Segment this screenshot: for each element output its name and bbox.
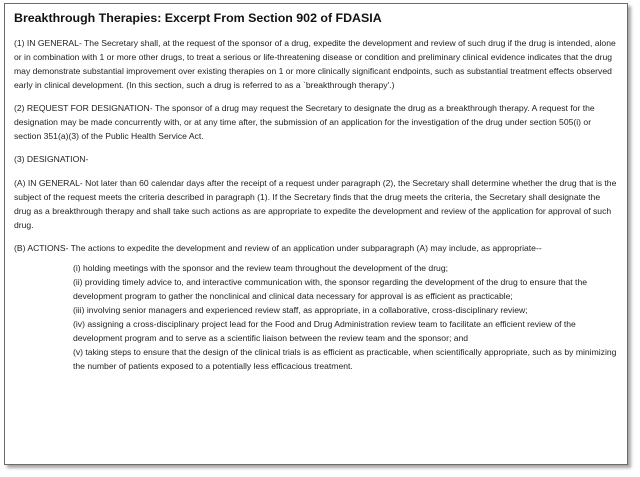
paragraph-request-for-designation: (2) REQUEST FOR DESIGNATION- The sponsor of a drug may request the Secretary to designate the drug as a breakthrough therapy. A request for the designation may be made concurrently with, or at any time after, the submission of an application for the investigation of the drug under section 505(i) or section 351(a)(3) of the Public Health Service Act. — [14, 103, 595, 141]
designation-heading: (3) DESIGNATION- — [14, 154, 89, 164]
designation-b-actions: (B) ACTIONS- The actions to expedite the development and review of an application under subparagraph (A) may include, as appropriate-- — [14, 243, 542, 253]
document-frame — [4, 3, 628, 465]
list-item: (ii) providing timely advice to, and interactive communication with, the sponsor regarding the development of the drug to ensure that the development program to gather the nonclinical and clinical data necessary for approval is as efficient as practicable; — [73, 277, 587, 301]
actions-list — [14, 261, 618, 373]
paragraph-in-general: (1) IN GENERAL- The Secretary shall, at the request of the sponsor of a drug, expedite the development and review of such drug if the drug is intended, alone or in combination with 1 or more other drugs, to treat a serious or life-threatening disease or condition and preliminary clinical evidence indicates that the drug may demonstrate substantial improvement over existing therapies on 1 or more clinically significant endpoints, such as substantial treatment effects observed early in clinical development. (In this section, such a drug is referred to as a `breakthrough therapy'.) — [14, 38, 616, 90]
document-title: Breakthrough Therapies: Excerpt From Section 902 of FDASIA — [14, 11, 382, 25]
list-item: (iv) assigning a cross-disciplinary project lead for the Food and Drug Administration review team to facilitate an efficient review of the development program and to serve as a scientific liaison between the review team and the sponsor; and — [73, 319, 576, 343]
designation-a-in-general: (A) IN GENERAL- Not later than 60 calendar days after the receipt of a request under paragraph (2), the Secretary shall determine whether the drug that is the subject of the request meets the criteria described in paragraph (1). If the Secretary finds that the drug meets the criteria, the Secretary shall designate the drug as a breakthrough therapy and shall take such actions as are appropriate to expedite the development and review of the application for approval of such drug. — [14, 178, 617, 230]
list-item: (iii) involving senior managers and experienced review staff, as appropriate, in a collaborative, cross-disciplinary review; — [73, 305, 528, 315]
list-item: (v) taking steps to ensure that the design of the clinical trials is as efficient as practicable, when scientifically appropriate, such as by minimizing the number of patients exposed to a potentially less efficacious treatment. — [73, 347, 617, 371]
list-item: (i) holding meetings with the sponsor and the review team throughout the development of the drug; — [73, 263, 449, 273]
